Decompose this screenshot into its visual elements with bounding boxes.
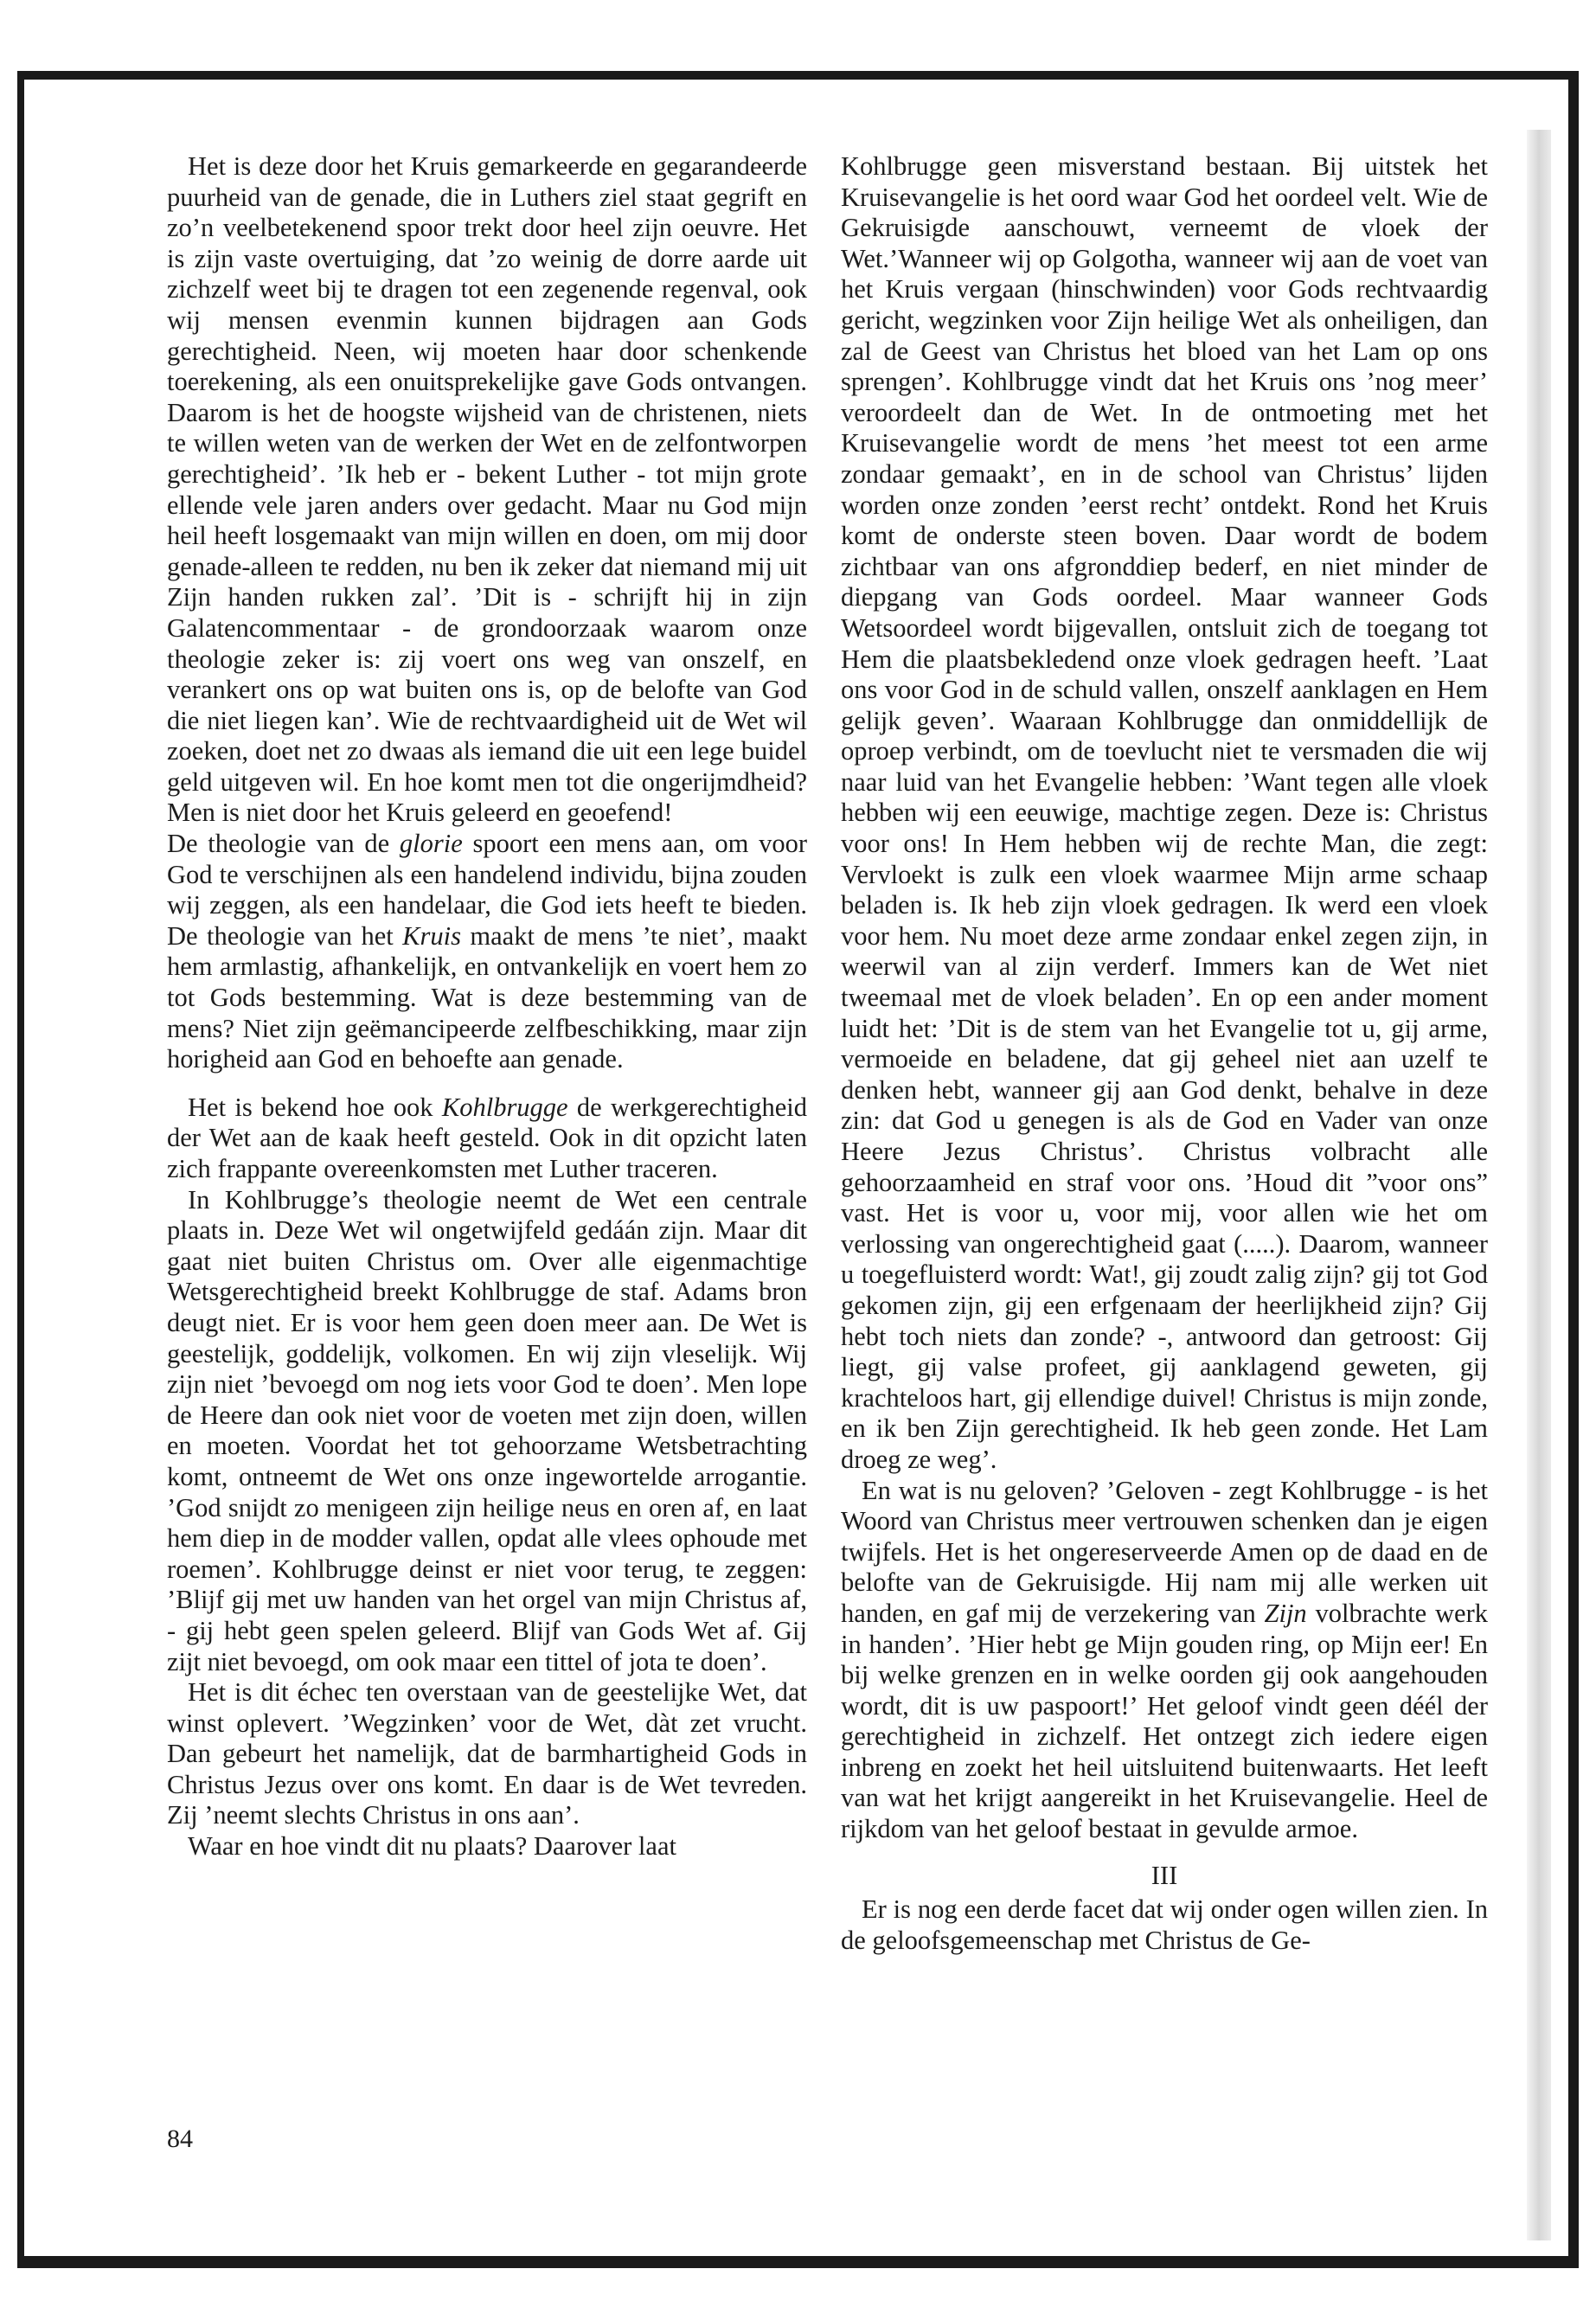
paragraph-waar-en-hoe: Waar en hoe vindt dit nu plaats? Daarover laat: [188, 1831, 676, 1862]
paragraph-derde-facet: Er is nog een derde facet dat wij onder ogen willen zien. In de geloofsgemeenschap met Christus de Ge-: [841, 1894, 1488, 1955]
left-column: [167, 151, 807, 1862]
section-heading-iii: III: [1151, 1860, 1178, 1890]
paragraph-kohlbrugge-law: In Kohlbrugge’s theologie neemt de Wet een centrale plaats in. Deze Wet wil ongetwijfeld gedáán zijn. Maar dit gaat niet buiten Christus om. Over alle eigenmachtige Wetsgerechtigheid breekt Kohlbrugge de staf. Adams bron deugt niet. Er is voor hem geen doen meer aan. De Wet is geestelijk, goddelijk, volkomen. En wij zijn vleselijk. Wij zijn niet ’bevoegd om nog iets voor God te doen’. Men lope de Heere dan ook niet voor de voeten met zijn doen, willen en moeten. Voordat het tot gehoorzame Wetsbetrachting komt, ontneemt de Wet ons onze ingewortelde arrogantie. ’God snijdt zo menigeen zijn heilige neus en oren af, en laat hem diep in de modder vallen, opdat alle vlees ophoude met roemen’. Kohlbrugge deinst er niet voor terug, te zeggen: ’Blijf gij met uw handen van het orgel van mijn Christus af, - gij hebt geen spelen geleerd. Blijf van Gods Wet af. Gij zijt niet bevoegd, om ook maar een tittel of jota te doen’.: [167, 1184, 807, 1676]
paragraph-theology-glory: De theologie van de glorie spoort een mens aan, om voor God te verschijnen als een handelend individu, bijna zouden wij zeggen, als een handelaar, die God iets heeft te bieden. De theologie van het Kruis maakt de mens ’te niet’, maakt hem armlastig, afhankelijk, en ontvankelijk en voert hem zo tot Gods bestemming. Wat is deze bestemming van de mens? Niet zijn geëmancipeerde zelfbeschikking, maar zijn horigheid aan God en behoefte aan genade.: [167, 829, 807, 1074]
paragraph-kruisevangelie: Kohlbrugge geen misverstand bestaan. Bij uitstek het Kruisevangelie is het oord waar God het oordeel velt. Wie de Gekruisigde aanschouwt, verneemt de vloek der Wet.’Wanneer wij op Golgotha, wanneer wij aan de voet van het Kruis vergaan (hinschwinden) voor Gods rechtvaardig gericht, wegzinken voor Zijn heilige Wet als onheiligen, dan zal de Geest van Christus het bloed van het Lam op ons sprengen’. Kohlbrugge vindt dat het Kruis ons ’nog meer’ veroordeelt dan de Wet. In de ontmoeting met het Kruisevangelie wordt de mens ’het meest tot een arme zondaar gemaakt’, en in de school van Christus’ lijden worden onze zonden ’eerst recht’ ontdekt. Rond het Kruis komt de onderste steen boven. Daar wordt de bodem zichtbaar van ons afgronddiep bederf, en niet minder de diepgang van Gods oordeel. Maar wanneer Gods Wetsoordeel wordt bijgevallen, ontsluit zich de toegang tot Hem die plaatsbekledend onze vloek gedragen heeft. ’Laat ons voor God in de schuld vallen, onszelf aanklagen en Hem gelijk geven’. Waaraan Kohlbrugge dan onmiddellijk de oproep verbindt, om de toevlucht niet te versmaden die wij naar luid van het Evangelie hebben: ’Want tegen alle vloek hebben wij een eeuwige, machtige zegen. Deze is: Christus voor ons! In Hem hebben wij de rechte Man, die zegt: Vervloekt is zulk een vloek waarmee Mijn arme schaap beladen is. Ik heb zijn vloek gedragen. Ik werd een vloek voor hem. Nu moet deze arme zondaar enkel zegen zijn, in weerwil van al zijn verderf. Immers kan de Wet niet tweemaal met de vloek beladen’. En op een ander moment luidt het: ’Dit is de stem van het Evangelie tot u, gij arme, vermoeide en beladene, dat gij geheel niet aan uzelf te denken hebt, wanneer gij aan God denkt, behalve in deze zin: dat God u genegen is als de God en Vader van onze Heere Jezus Christus’. Christus volbracht alle gehoorzaamheid en straf voor ons. ’Houd dit ”voor ons” vast. Het is voor u, voor mij, voor allen wie het om verlossing van ongerechtigheid gaat (.....). Daarom, wanneer u toegefluisterd wordt: Wat!, gij zoudt zalig zijn? gij tot God gekomen zijn, gij een erfgenaam der heerlijkheid zijn? Gij hebt toch niets dan zonde? -, antwoord dan getroost: Gij liegt, gij valse profeet, gij aanklagend geweten, gij krachteloos hart, gij ellendige duivel! Christus is mijn zonde, en ik ben Zijn gerechtigheid. Ik heb geen zonde. Het Lam droeg ze weg’.: [841, 151, 1488, 1474]
paragraph-kohlbrugge-intro: Het is bekend hoe ook Kohlbrugge de werkgerechtigheid der Wet aan de kaak heeft gesteld. Ook in dit opzicht laten zich frappante overeenkomsten met Luther traceren.: [167, 1092, 807, 1183]
paragraph-geloven: En wat is nu geloven? ’Geloven - zegt Kohlbrugge - is het Woord van Christus meer vertrouwen schenken dan je eigen twijfels. Het is het ongereserveerde Amen op de daad en de belofte van de Gekruisigde. Hij nam mij alle werken uit handen, en gaf mij de verzekering van Zijn volbrachte werk in handen’. ’Hier hebt ge Mijn gouden ring, op Mijn eer! En bij welke grenzen en in welke oorden gij ook aangehouden wordt, dit is uw paspoort!’ Het geloof vindt geen déél der gerechtigheid in zichzelf. Het ontzegt zich iedere eigen inbreng en zoekt het heil uitsluitend buitenwaarts. Het leeft van wat het krijgt aangereikt in het Kruisevangelie. Heel de rijkdom van het geloof bestaat in gevulde armoe.: [841, 1475, 1488, 1844]
paragraph-echec: Het is dit échec ten overstaan van de geestelijke Wet, dat winst oplevert. ’Wegzinken’ voor de Wet, dàt zet vrucht. Dan gebeurt het namelijk, dat de barmhartigheid Gods in Christus Jezus over ons komt. En daar is de Wet tevreden. Zij ’neemt slechts Christus in ons aan’.: [167, 1677, 807, 1830]
page-edge: [1527, 130, 1551, 2240]
page-number: 84: [167, 2125, 193, 2153]
paragraph-luther-grace: Het is deze door het Kruis gemarkeerde en gegarandeerde puurheid van de genade, die in Luthers ziel staat gegrift en zo’n veelbetekenend spoor trekt door heel zijn oeuvre. Het is zijn vaste overtuiging, dat ’zo weinig de dorre aarde uit zichzelf weet bij te dragen tot een zegenende regenval, ook wij mensen evenmin kunnen bijdragen aan Gods gerechtigheid. Neen, wij moeten haar door schenkende toerekening, als een onuitsprekelijke gave Gods ontvangen. Daarom is het de hoogste wijsheid van de christenen, niets te willen weten van de werken der Wet en de zelfontworpen gerechtigheid’. ’Ik heb er - bekent Luther - tot mijn grote ellende vele jaren anders over gedacht. Maar nu God mijn heil heeft losgemaakt van mijn willen en doen, om mij door genade-alleen te redden, nu ben ik zeker dat niemand mij uit Zijn handen rukken zal’. ’Dit is - schrijft hij in zijn Galatencommentaar - de grondoorzaak waarom onze theologie zeker is: zij voert ons weg van onszelf, en verankert ons op wat buiten ons is, op de belofte van God die niet liegen kan’. Wie de rechtvaardigheid uit de Wet wil zoeken, doet net zo dwaas als iemand die uit een lege buidel geld uitgeven wil. En hoe komt men tot die ongerijmdheid? Men is niet door het Kruis geleerd en geoefend!: [167, 151, 807, 828]
right-column: [841, 151, 1488, 1956]
